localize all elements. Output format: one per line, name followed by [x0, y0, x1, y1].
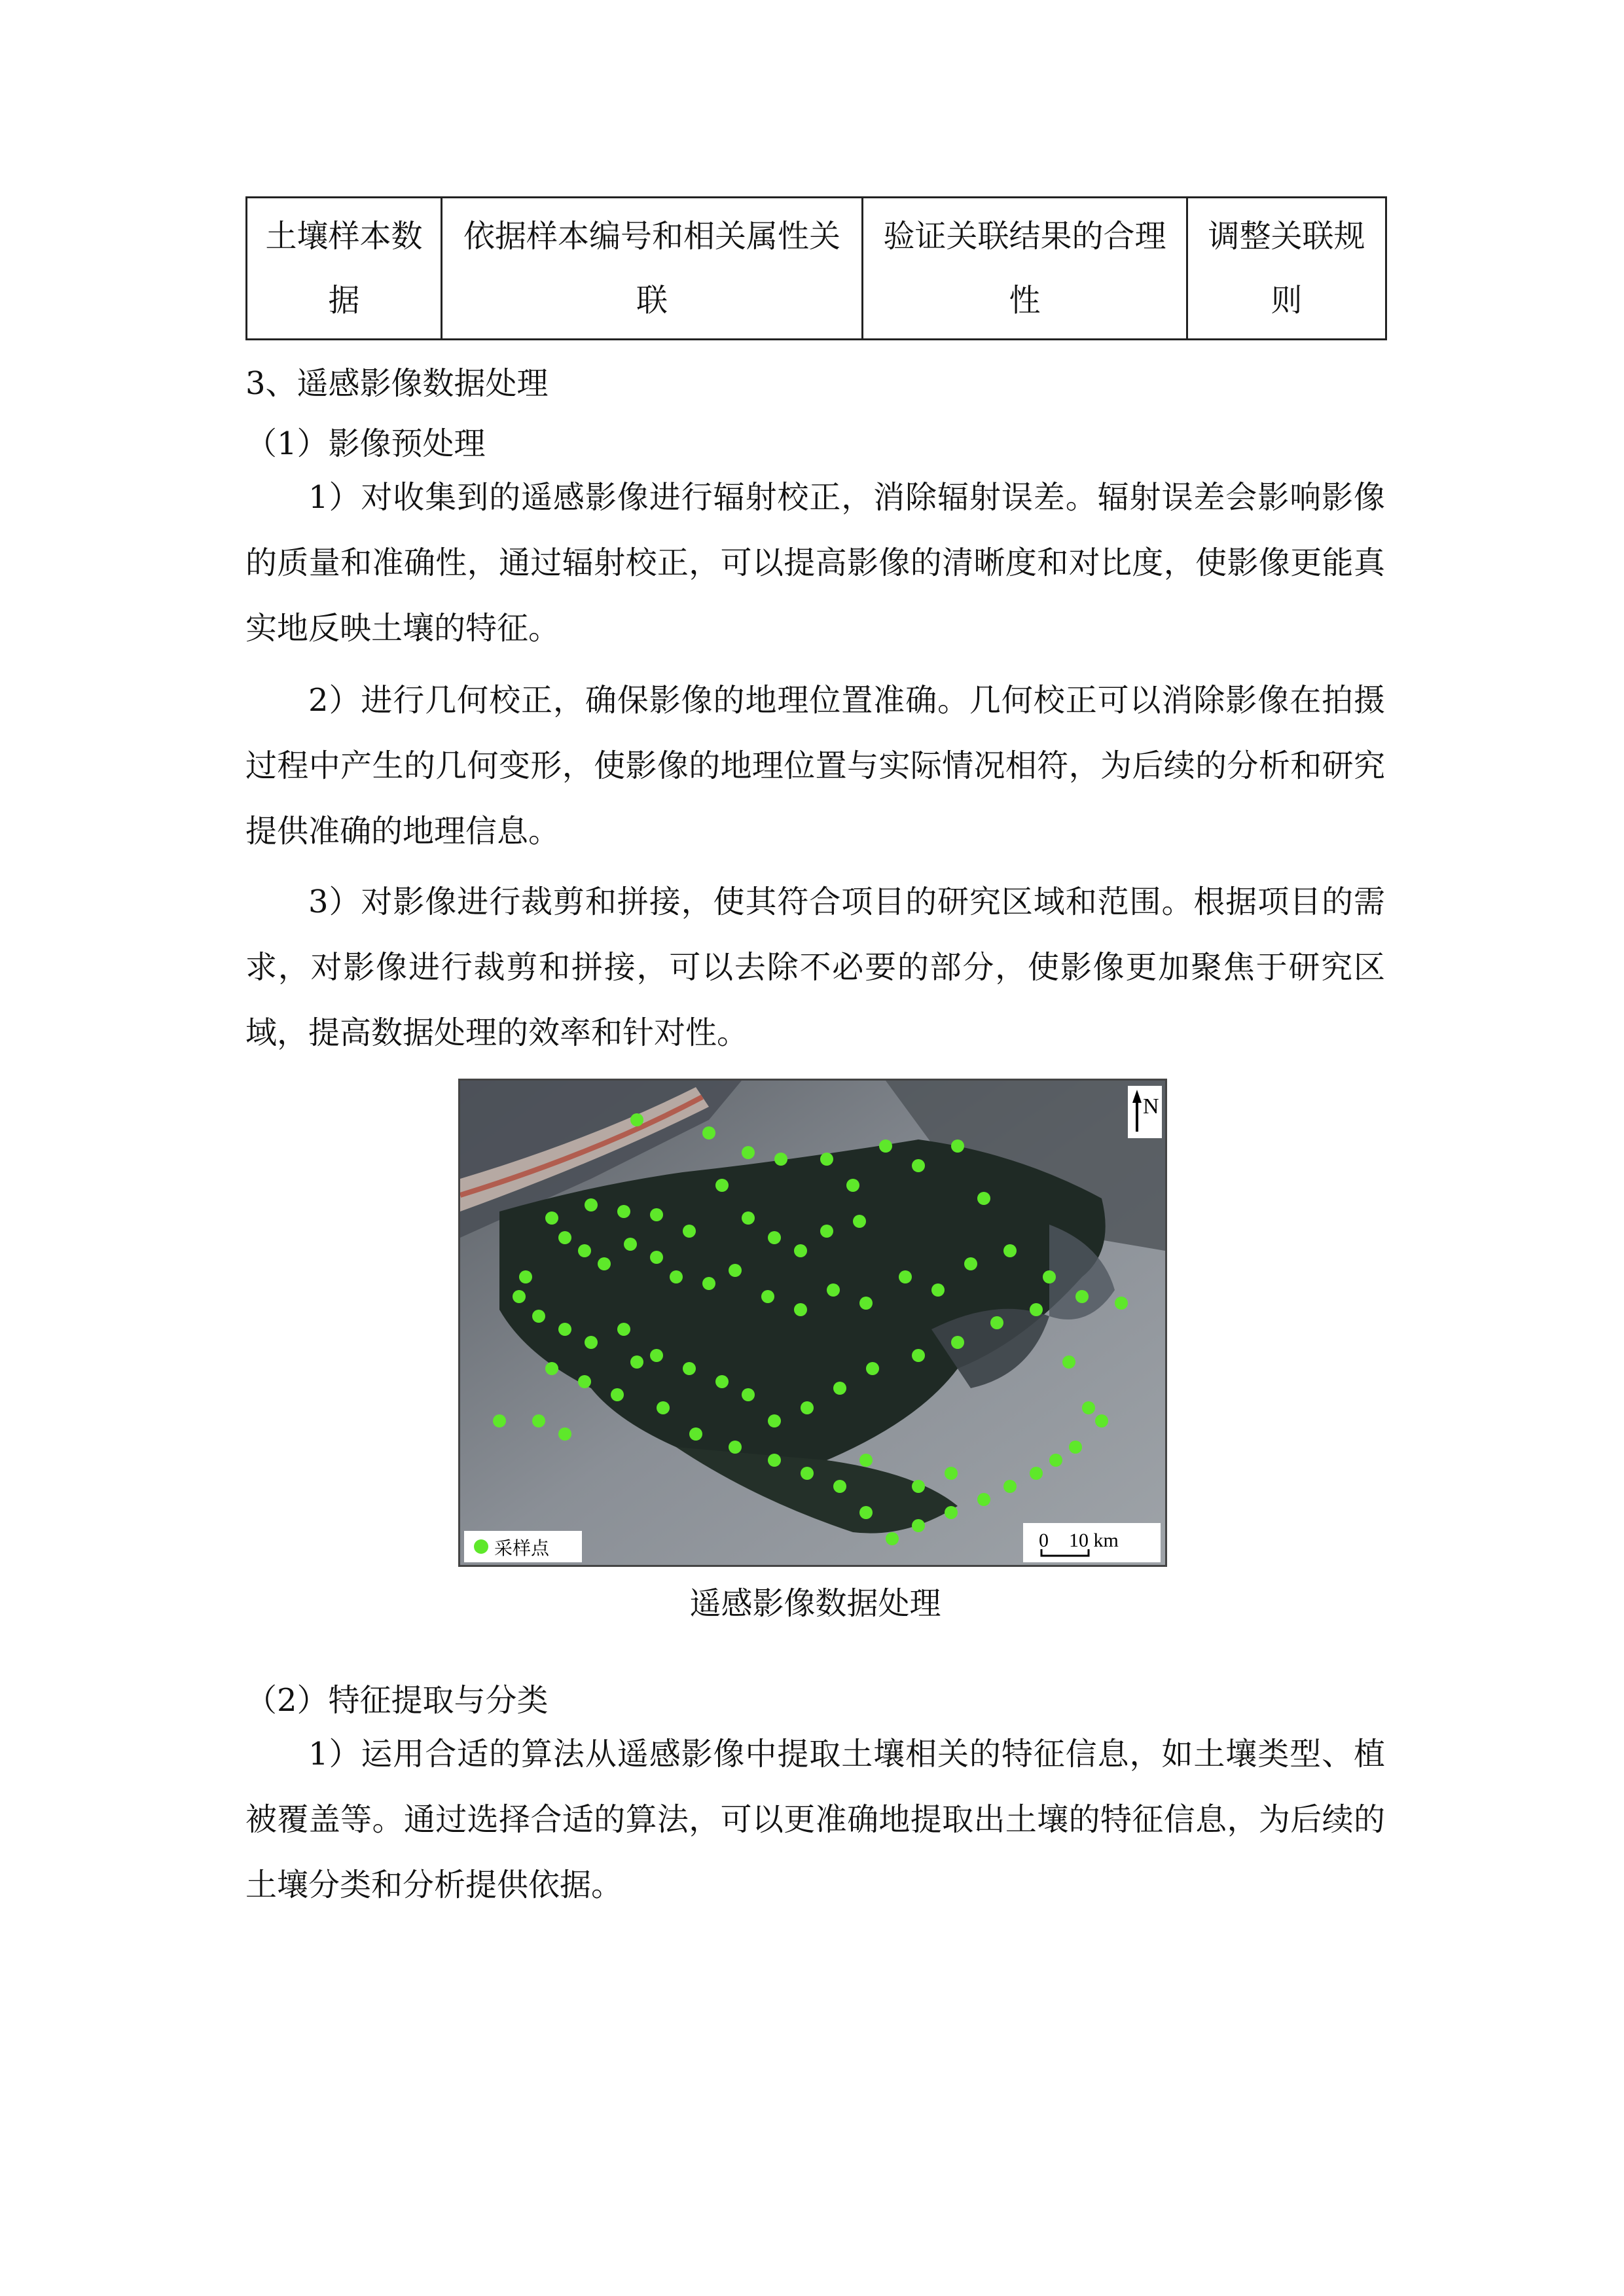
figure-caption: 遥感影像数据处理 [689, 1585, 941, 1622]
paragraph-radiometric-correction: 1）对收集到的遥感影像进行辐射校正，消除辐射误差。辐射误差会影响影像的质量和准确性，通过辐射校正，可以提高影像的清晰度和对比度，使影像更能真实地反映土壤的特征。 [245, 479, 1385, 647]
sample-point [945, 1467, 958, 1480]
sample-point [1049, 1454, 1062, 1467]
sample-point [853, 1215, 866, 1228]
sample-point [624, 1238, 637, 1251]
sample-point [801, 1467, 814, 1480]
sample-point [820, 1225, 833, 1238]
sample-point [585, 1336, 598, 1349]
sample-point [578, 1375, 591, 1388]
sample-point [859, 1297, 873, 1310]
sample-point [657, 1401, 670, 1414]
sample-point [513, 1290, 526, 1303]
sample-point [650, 1349, 663, 1362]
sample-point [912, 1159, 925, 1172]
scale-bar [1023, 1523, 1161, 1562]
paragraph-clip-mosaic: 3）对影像进行裁剪和拼接，使其符合项目的研究区域和范围。根据项目的需求，对影像进行裁剪和拼接，可以去除不必要的部分，使影像更加聚焦于研究区域，提高数据处理的效率和针对性。 [245, 884, 1385, 1051]
satellite-map [460, 1081, 1165, 1565]
sample-point [650, 1208, 663, 1221]
sample-point [598, 1257, 611, 1270]
scale-zero-label: 0 [1039, 1530, 1049, 1551]
subsection-heading-preprocessing: （1）影像预处理 [245, 425, 486, 462]
sample-point [1075, 1290, 1089, 1303]
sample-point [670, 1270, 683, 1283]
section-heading: 3、遥感影像数据处理 [245, 365, 549, 402]
sample-point [617, 1205, 630, 1218]
sample-point [774, 1153, 787, 1166]
sample-point [611, 1388, 624, 1401]
sample-point [977, 1493, 990, 1506]
sample-point [977, 1192, 990, 1205]
sample-point [1095, 1414, 1108, 1427]
sample-point [761, 1290, 774, 1303]
sample-point [1030, 1467, 1043, 1480]
sample-point [879, 1139, 892, 1153]
sample-point [820, 1153, 833, 1166]
sample-point [1003, 1480, 1017, 1493]
sample-point [768, 1414, 781, 1427]
sample-point [833, 1382, 846, 1395]
north-arrow [1128, 1086, 1162, 1138]
sample-point [585, 1198, 598, 1211]
sample-point [532, 1414, 545, 1427]
sample-point [1030, 1303, 1043, 1316]
sample-point [768, 1231, 781, 1244]
north-label: N [1143, 1094, 1159, 1119]
sample-point [702, 1126, 715, 1139]
table-cell-adjustment: 调整关联规则 [1187, 198, 1386, 340]
remote-sensing-map-figure [458, 1079, 1167, 1567]
sample-point [617, 1323, 630, 1336]
sample-point [1082, 1401, 1095, 1414]
sample-point [827, 1283, 840, 1297]
sample-point [912, 1480, 925, 1493]
sample-point [519, 1270, 532, 1283]
sample-point [1115, 1297, 1128, 1310]
paragraph-geometric-correction: 2）进行几何校正，确保影像的地理位置准确。几何校正可以消除影像在拍摄过程中产生的几何变形，使影像的地理位置与实际情况相符，为后续的分析和研究提供准确的地理信息。 [245, 682, 1385, 850]
sample-point [1003, 1244, 1017, 1257]
sample-point [964, 1257, 977, 1270]
sample-point [689, 1427, 702, 1441]
sample-point [794, 1244, 807, 1257]
sample-point [630, 1355, 643, 1369]
sample-point [558, 1231, 571, 1244]
sample-point [886, 1532, 899, 1545]
sample-point [846, 1179, 859, 1192]
sample-point [1062, 1355, 1075, 1369]
sample-point [532, 1310, 545, 1323]
subsection-heading-feature-extraction: （2）特征提取与分类 [245, 1682, 549, 1719]
scale-ten-label: 10 km [1069, 1530, 1119, 1551]
sample-point [859, 1506, 873, 1519]
sample-point [742, 1211, 755, 1225]
sample-point [545, 1362, 558, 1375]
legend-dot-icon [474, 1539, 488, 1554]
table-cell-validation: 验证关联结果的合理性 [863, 198, 1187, 340]
sample-point [859, 1454, 873, 1467]
data-association-table [245, 196, 1387, 340]
sample-point [931, 1283, 945, 1297]
sample-point [742, 1146, 755, 1159]
sample-point [702, 1277, 715, 1290]
paragraph-feature-extraction: 1）运用合适的算法从遥感影像中提取土壤相关的特征信息，如土壤类型、植被覆盖等。通过选择合适的算法，可以更准确地提取出土壤的特征信息，为后续的土壤分类和分析提供依据。 [245, 1736, 1385, 1903]
sample-point [945, 1506, 958, 1519]
table-cell-data-type: 土壤样本数据 [247, 198, 442, 340]
sample-point [683, 1225, 696, 1238]
sample-point [794, 1303, 807, 1316]
sample-point [1069, 1441, 1082, 1454]
legend-label: 采样点 [494, 1537, 550, 1559]
sample-point [990, 1316, 1003, 1329]
sample-point [493, 1414, 506, 1427]
sample-point [912, 1349, 925, 1362]
sample-point [768, 1454, 781, 1467]
sample-point [912, 1519, 925, 1532]
sample-point [650, 1251, 663, 1264]
sample-point [742, 1388, 755, 1401]
sample-point [951, 1336, 964, 1349]
sample-point [951, 1139, 964, 1153]
sample-point [899, 1270, 912, 1283]
sample-point [715, 1375, 729, 1388]
table-row [247, 198, 1386, 340]
sample-point [729, 1264, 742, 1277]
sample-point [715, 1179, 729, 1192]
sample-point [578, 1244, 591, 1257]
sample-point [801, 1401, 814, 1414]
sample-point [683, 1362, 696, 1375]
sample-point [729, 1441, 742, 1454]
sample-point [833, 1480, 846, 1493]
sample-point [545, 1211, 558, 1225]
sample-point [1043, 1270, 1056, 1283]
sample-point [630, 1113, 643, 1126]
map-legend [464, 1531, 582, 1562]
table-cell-method: 依据样本编号和相关属性关联 [442, 198, 863, 340]
sample-point [558, 1323, 571, 1336]
sample-point [558, 1427, 571, 1441]
sample-point [866, 1362, 879, 1375]
